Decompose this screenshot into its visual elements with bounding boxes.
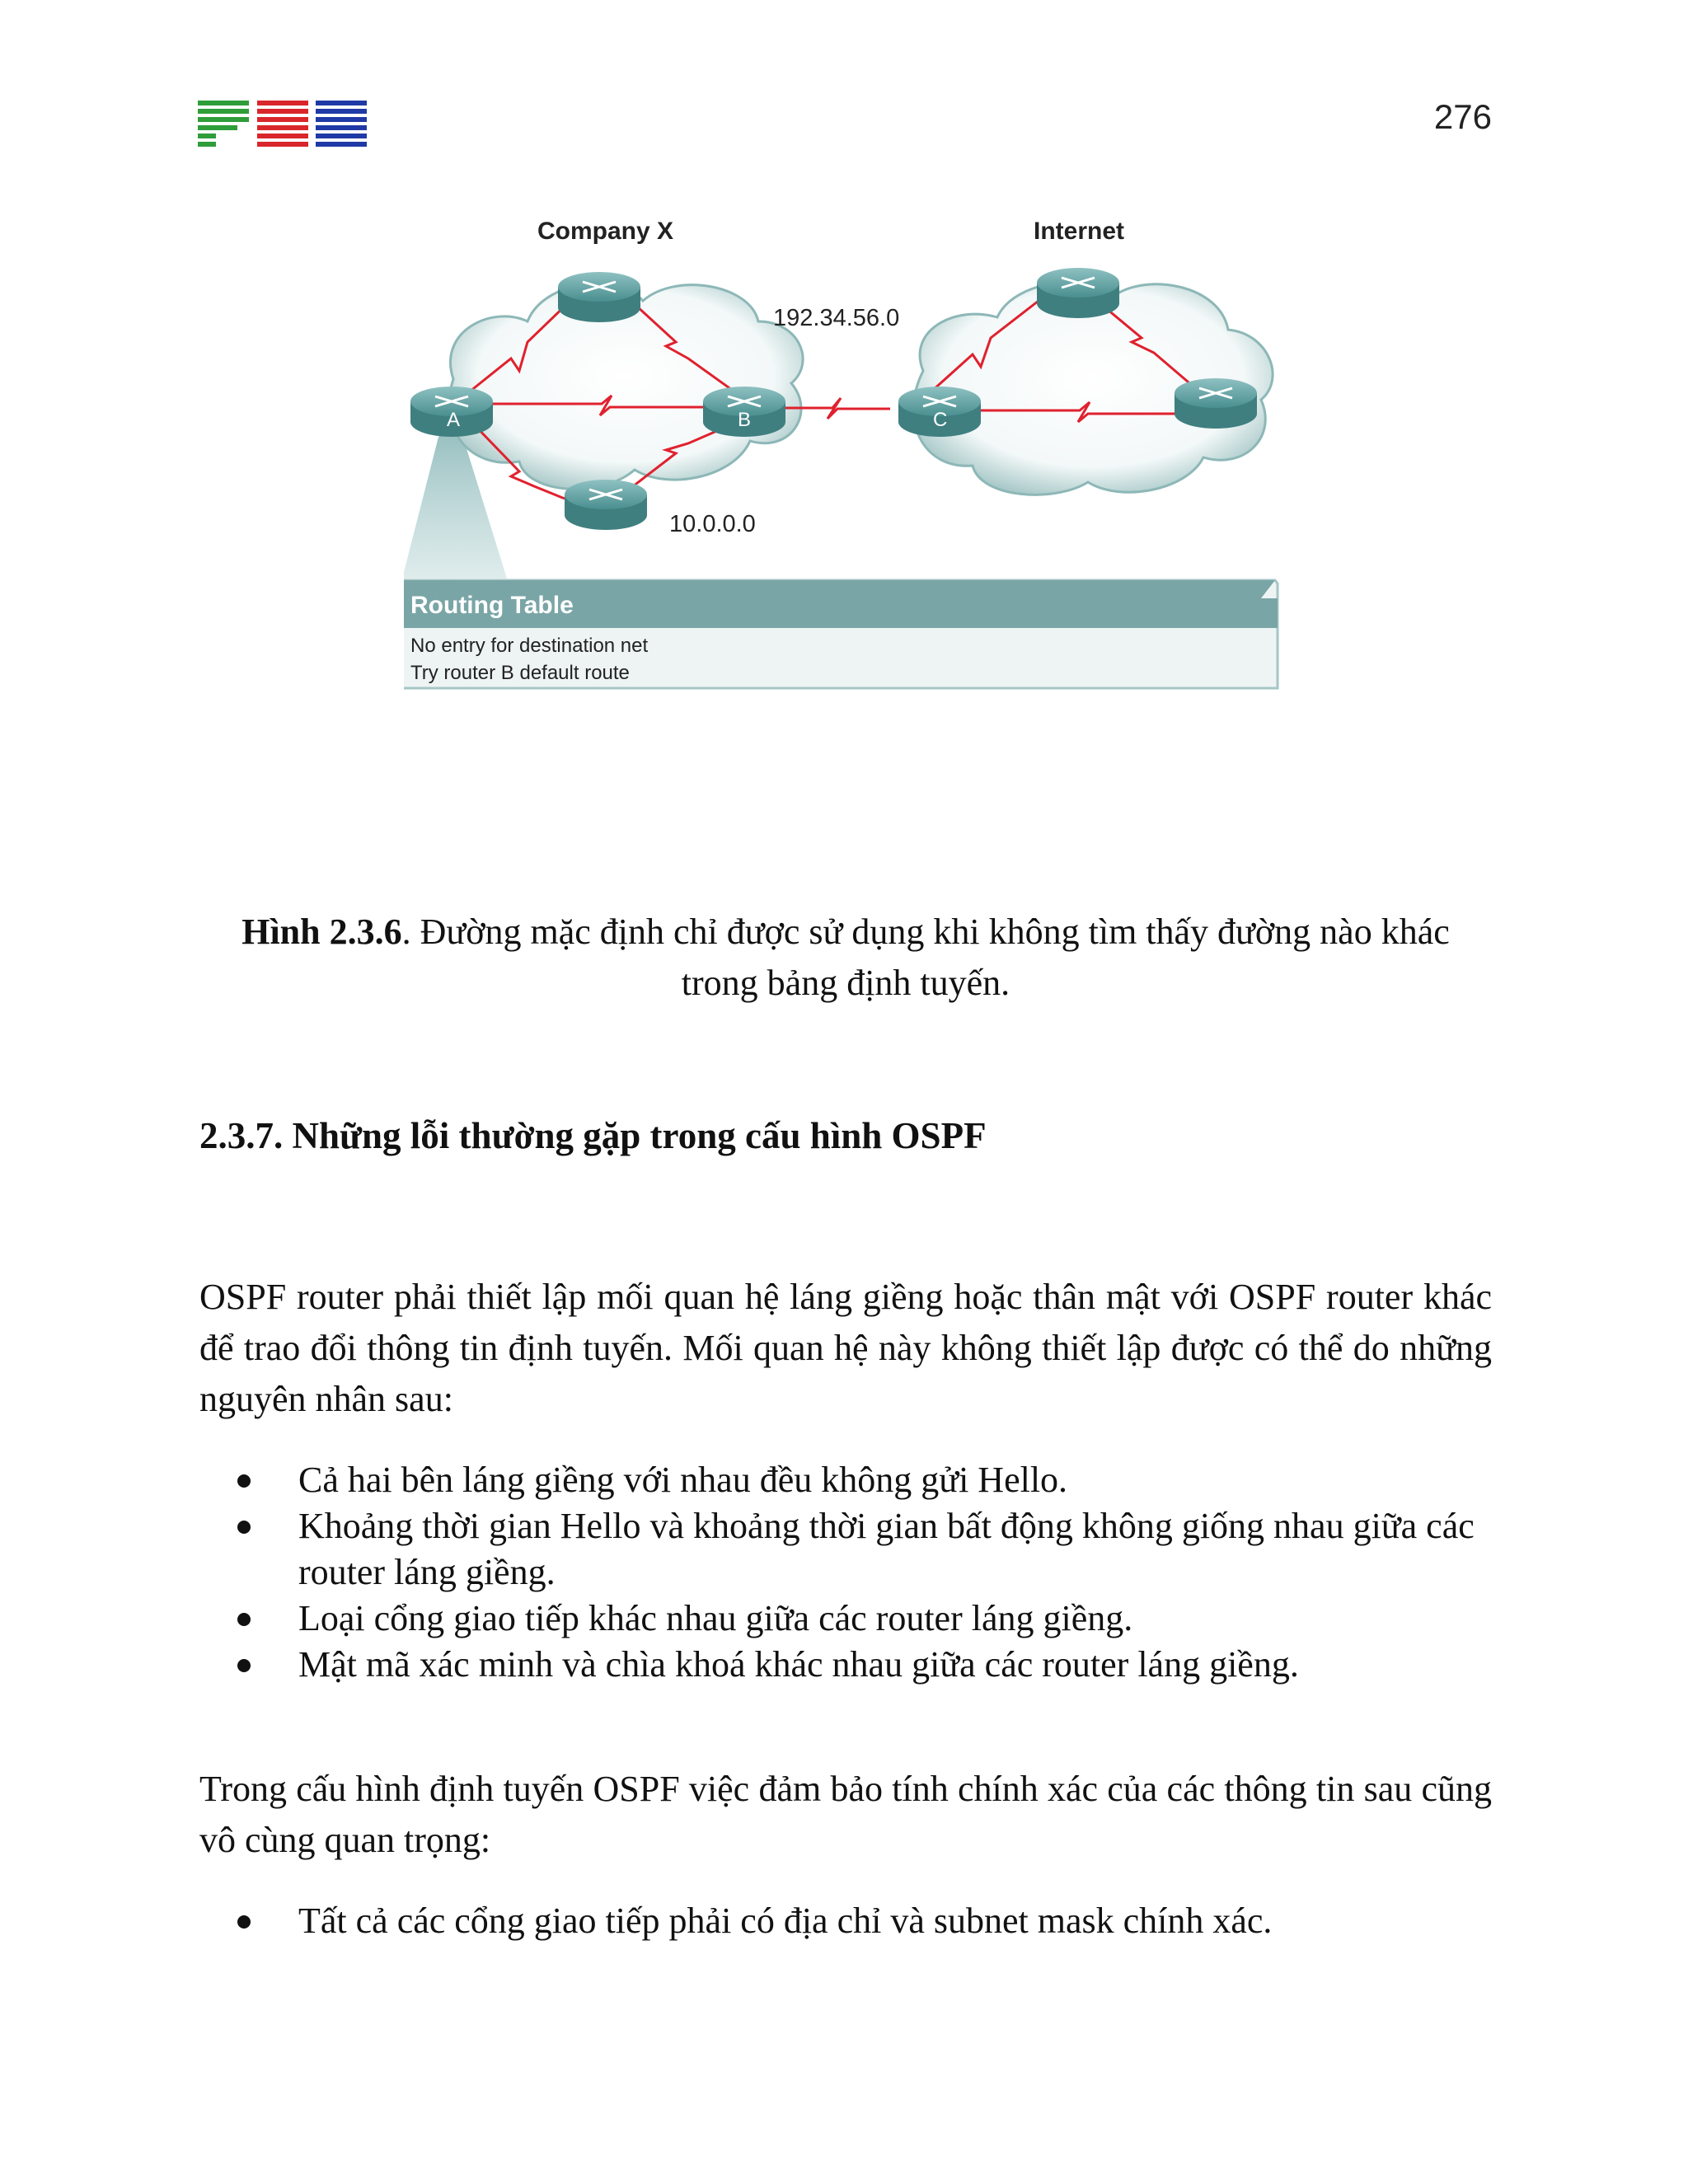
list-item bbox=[199, 1898, 1492, 1944]
company-x-label: Company X bbox=[537, 218, 674, 245]
section-heading: 2.3.7. Những lỗi thường gặp trong cấu hình OSPF bbox=[199, 1115, 987, 1156]
list-item-text: Mật mã xác minh và chìa khoá khác nhau giữa các router láng giềng. bbox=[298, 1644, 1299, 1685]
router-company-bottom bbox=[565, 480, 647, 530]
network-192-label: 192.34.56.0 bbox=[773, 305, 900, 331]
bullet-icon bbox=[237, 1659, 251, 1672]
paragraph-1: OSPF router phải thiết lập mối quan hệ láng giềng hoặc thân mật với OSPF router khác để trao đổi thông tin định tuyến. Mối quan hệ này không thiết lập được có thể do những nguyên nhân sau: bbox=[199, 1277, 1492, 1419]
routing-table bbox=[404, 580, 1278, 688]
list-item bbox=[199, 1457, 1492, 1503]
router-c bbox=[898, 387, 981, 437]
figure-caption-label: Hình 2.3.6 bbox=[241, 912, 402, 952]
bullet-list-1 bbox=[199, 1457, 1492, 1688]
bullet-icon bbox=[237, 1613, 251, 1626]
router-c-label: C bbox=[933, 409, 948, 431]
pnh-logo bbox=[198, 101, 367, 148]
figure-caption bbox=[199, 907, 1492, 1009]
list-item-text: Loại cổng giao tiếp khác nhau giữa các router láng giềng. bbox=[298, 1598, 1133, 1638]
list-item-text: Khoảng thời gian Hello và khoảng thời gian bất động không giống nhau giữa các router láng giềng. bbox=[298, 1506, 1475, 1592]
router-internet-top bbox=[1037, 268, 1119, 318]
router-company-top bbox=[558, 272, 640, 322]
network-diagram bbox=[404, 206, 1294, 733]
logo-letter-h bbox=[316, 101, 367, 147]
logo-letter-n bbox=[257, 101, 308, 147]
router-a bbox=[410, 387, 493, 437]
bullet-icon bbox=[237, 1915, 251, 1929]
list-item-text: Cả hai bên láng giềng với nhau đều không gửi Hello. bbox=[298, 1460, 1068, 1500]
figure-caption-text: . Đường mặc định chỉ được sử dụng khi không tìm thấy đường nào khác trong bảng định tuyến. bbox=[401, 912, 1450, 1003]
router-b-label: B bbox=[738, 409, 752, 431]
paragraph-2: Trong cấu hình định tuyến OSPF việc đảm bảo tính chính xác của các thông tin sau cũng vô cùng quan trọng: bbox=[199, 1769, 1492, 1860]
list-item bbox=[199, 1503, 1492, 1596]
list-item bbox=[199, 1596, 1492, 1642]
router-internet-right bbox=[1175, 378, 1257, 429]
bullet-icon bbox=[237, 1474, 251, 1488]
routing-table-line-2: Try router B default route bbox=[410, 662, 630, 684]
routing-table-title: Routing Table bbox=[410, 592, 574, 619]
routing-table-line-1: No entry for destination net bbox=[410, 635, 649, 657]
network-10-label: 10.0.0.0 bbox=[669, 511, 756, 537]
list-item bbox=[199, 1642, 1492, 1688]
router-b bbox=[703, 387, 785, 437]
router-a-label: A bbox=[447, 409, 461, 431]
bullet-icon bbox=[237, 1521, 251, 1534]
page-number: 276 bbox=[1433, 97, 1492, 136]
internet-label: Internet bbox=[1034, 218, 1125, 245]
bullet-list-2 bbox=[199, 1898, 1492, 1944]
list-item-text: Tất cả các cổng giao tiếp phải có địa chỉ và subnet mask chính xác. bbox=[298, 1900, 1273, 1941]
logo-letter-p bbox=[198, 101, 249, 147]
